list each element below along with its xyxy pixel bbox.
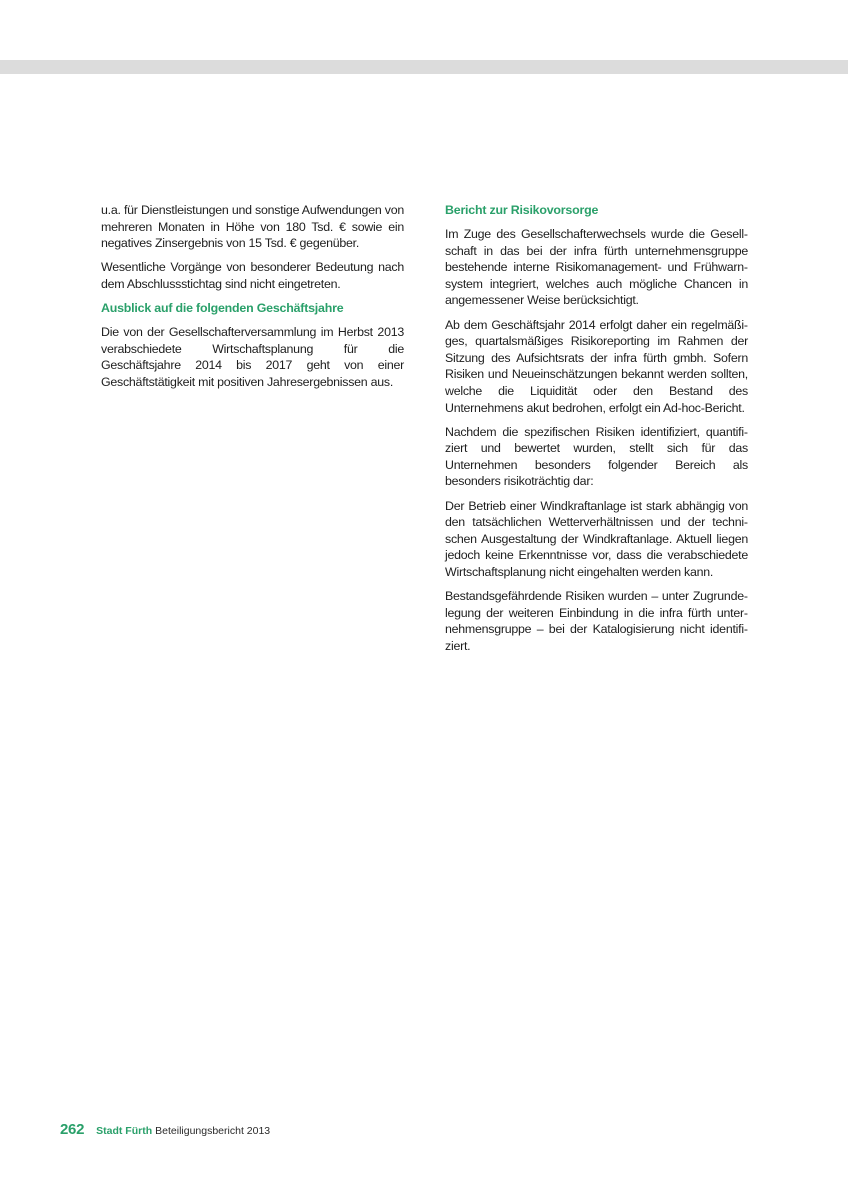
page-footer	[60, 1121, 270, 1141]
left-paragraph-2: Wesentliche Vorgänge von besonderer Bedeutung nach dem Abschlussstichtag sind nicht eingetreten.	[101, 260, 404, 291]
header-band	[0, 60, 848, 74]
section-heading-outlook: Ausblick auf die folgenden Geschäftsjahre	[101, 300, 344, 315]
right-paragraph-4: Der Betrieb einer Windkraftanlage ist stark abhängig von den tatsächlichen Wetterverhältnissen und der technischen Ausgestaltung der Windkraftanlage. Aktuell liegen jedoch keine Erkenntnisse vor, dass die verabschiedete Wirtschaftsplanung nicht eingehalten werden kann.	[445, 498, 748, 579]
right-text-column	[445, 202, 748, 662]
left-paragraph-1: u.a. für Dienstleistungen und sonstige Aufwendungen von mehreren Monaten in Höhe von 180 Tsd. € sowie ein negatives Zinsergebnis von 15 Tsd. € gegenüber.	[101, 203, 404, 251]
left-text-column	[101, 202, 404, 398]
right-paragraph-3: Nachdem die spezifischen Risiken identifiziert, quantifiziert und bewertet wurden, stellt sich für das Unternehmen besonders folgender Bereich als besonders risikoträchtig dar:	[445, 424, 748, 489]
page-number: 262	[60, 1121, 85, 1138]
left-paragraph-3: Die von der Gesellschafterversammlung im Herbst 2013 verabschiedete Wirtschaftsplanung für die Geschäftsjahre 2014 bis 2017 geht von einer Geschäftstätigkeit mit positiven Jahresergebnissen aus.	[101, 325, 404, 389]
right-paragraph-5: Bestandsgefährdende Risiken wurden – unter Zugrundelegung der weiteren Einbindung in die infra fürth unternehmensgruppe – bei der Katalogisierung nicht identifiziert.	[445, 588, 748, 653]
section-heading-risk-report: Bericht zur Risikovorsorge	[445, 203, 599, 217]
footer-organization: Stadt Fürth	[96, 1125, 153, 1137]
right-paragraph-2: Ab dem Geschäftsjahr 2014 erfolgt daher ein regelmäßiges, quartalsmäßiges Risikoreporting im Rahmen der Sitzung des Aufsichtsrats der infra fürth gmbh. Sofern Risiken und Neueinschätzungen bekannt werden sollten, welche die Liquidität oder den Bestand des Unternehmens akut bedrohen, erfolgt ein Ad-hoc-Bericht.	[445, 317, 748, 415]
right-paragraph-1: Im Zuge des Gesellschafterwechsels wurde die Gesellschaft in das bei der infra fürth unternehmensgruppe bestehende interne Risikomanagement- und Frühwarnsystem integriert, welches auch mögliche Chancen in angemessener Weise berücksichtigt.	[445, 227, 748, 308]
footer-report-title: Beteiligungsbericht 2013	[155, 1125, 271, 1137]
